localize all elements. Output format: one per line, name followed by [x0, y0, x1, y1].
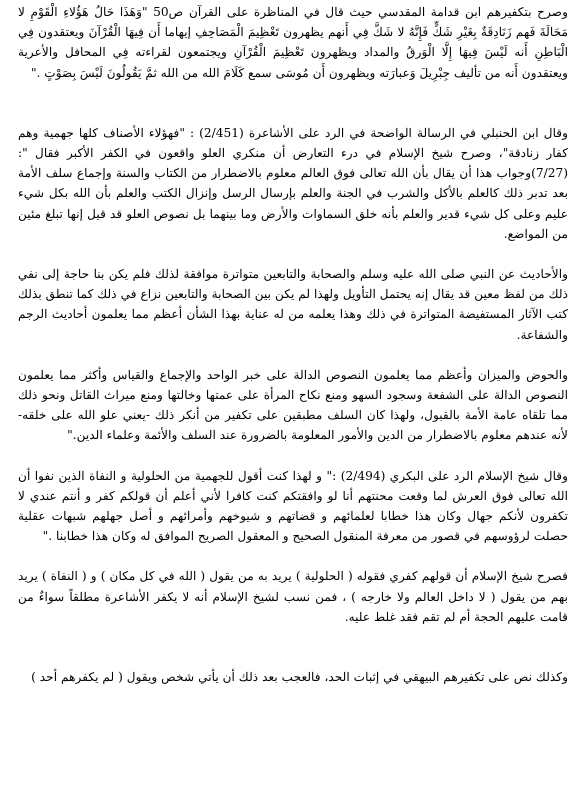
paragraph-bayhaqi: وكذلك نص على تكفيرهم البيهقي في إثبات الحد، فالعجب بعد ذلك أن يأتي شخص ويقول ( لم يكفرهم أحد )	[31, 670, 568, 685]
paragraph-gap	[18, 244, 568, 264]
paragraph-radd-bakri: وقال شيخ الإسلام الرد على البكري (2/494) :" و لهذا كنت أقول للجهمية من الحلولية و النفاة الذين نفوا أن الله تعالى فوق العرش لما وقعت محنتهم أنا لو وافقتكم كنت كافرا لأني أعلم أن قولكم كفر و أنتم عندي لا تكفرون لأنكم جهال وكان هذا خطابا لعلمائهم و قضاتهم و شيوخهم وأمرائهم و أصل جهلهم شبهات عقلية حصلت لرؤوسهم في قصور من معرفة المنقول الصحيح و المعقول الصريح الموافق له وكان هذا خطابنا ."	[18, 468, 569, 544]
paragraph-gap	[18, 647, 568, 667]
paragraph-gap	[18, 103, 568, 123]
paragraph-hululiya-nufat: فصرح شيخ الإسلام أن قولهم كفري فقوله ( الحلولية ) يريد به من يقول ( الله في كل مكان ) و ( النفاة ) يريد بهم من يقول ( لا داخل العالم ولا خارجه ) ، فمن نسب لشيخ الإسلام أنه لا يكفر الأشاعرة مطلقاً سواءٌ من قامت عليهم الحجة أم لم تقم فقد غلط عليه.	[18, 569, 568, 624]
paragraph-hawd-mizan: والحوض والميزان وأعظم مما يعلمون النصوص الدالة على خبر الواحد والإجماع والقياس وأكثر مما يعلمون النصوص الدالة على الشفعة وسجود السهو ومنع نكاح المرأة على عمتها وخالتها ومنع ميراث القاتل ونحو ذلك مما تلقاه عامة الأمة بالقبول، ولهذا كان السلف مطبقين على تكفير من أنكر ذلك -يعني علو الله على خلقه- لأنه عندهم معلوم بالاضطرار من الدين والأمور المعلومة بالضرورة عند السلف والأئمة وعلماء الدين."	[18, 367, 568, 443]
paragraph-gap	[18, 627, 568, 647]
paragraph-ibn-hanbali: وقال ابن الحنبلي في الرسالة الواضحة في الرد على الأشاعرة (2/451) : "فهؤلاء الأصناف كلها جهمية وهم كفار زنادقة"، وصرح شيخ الإسلام في درء التعارض أن منكري العلو واقعون في الكفر الأكبر فقال ": (7/27)وجواب هذا أن يقال بأن الله تعالى فوق العالم معلوم بالاضطرار من الكتاب والسنة وإجماع سلف الأمة بعد تدبر ذلك كالعلم بالأكل والشرب في الجنة والعلم بإرسال الرسل وإنزال الكتب والعلم بأن الله بكل شيء عليم وعلى كل شيء قدير والعلم بأنه خلق السماوات والأرض وما بينهما بل نصوص العلو قد قيل إنها تبلغ مئين من المواضع.	[18, 125, 569, 241]
paragraph-gap	[18, 546, 568, 566]
paragraph-gap	[18, 446, 568, 466]
paragraph-ibn-qudama: وصرح بتكفيرهم ابن قدامة المقدسي حيث قال في المناظرة على القرآن ص50 "وَهَذَا حَالُ هَؤُلاءِ الْقَوْمِ لا مَحَالَةَ فَهم زَنَادِقَةٌ بِغَيْرِ شَكٍّ فَإِنَّهُ لا شَكَّ فِي أَنهم يظهرون تَعْظِيمَ الْمَصَاحِفِ إيهاما أَن فِيهَا الْقُرْآنَ ويعتقدون فِي الْبَاطِنِ أَنه لَيْسَ فِيهَا إِلَّا الْوَرقُ والمداد ويظهرون تَعْظِيمَ الْقُرْآنِ ويجتمعون لقراءته فِي المحافل والأعرية ويعتقدون أَنه من تأليف جِبْرِيلَ وَعبارَته ويظهرون أَن مُوسَى سمع كَلَامَ الله من الله ثمَّ يَقُولُونَ لَيْسَ بِصَوْتٍ ."	[18, 5, 568, 80]
paragraph-hadith-tawatur: والأحاديث عن النبي صلى الله عليه وسلم والصحابة والتابعين متواترة موافقة لذلك فلم يكن بنا حاجة إلى نفي ذلك من لفظ معين قد يقال إنه يحتمل التأويل ولهذا لم يكن بين الصحابة والتابعين نزاع في ذلك كما تنطق بذلك كتب الآثار المستفيضة المتواترة في ذلك وهذا يعلمه من له عناية بهذا الشأن أعظم مما يعلمون أحاديث الرجم والشفاعة.	[18, 267, 568, 342]
paragraph-gap	[18, 83, 568, 103]
paragraph-gap	[18, 345, 568, 365]
